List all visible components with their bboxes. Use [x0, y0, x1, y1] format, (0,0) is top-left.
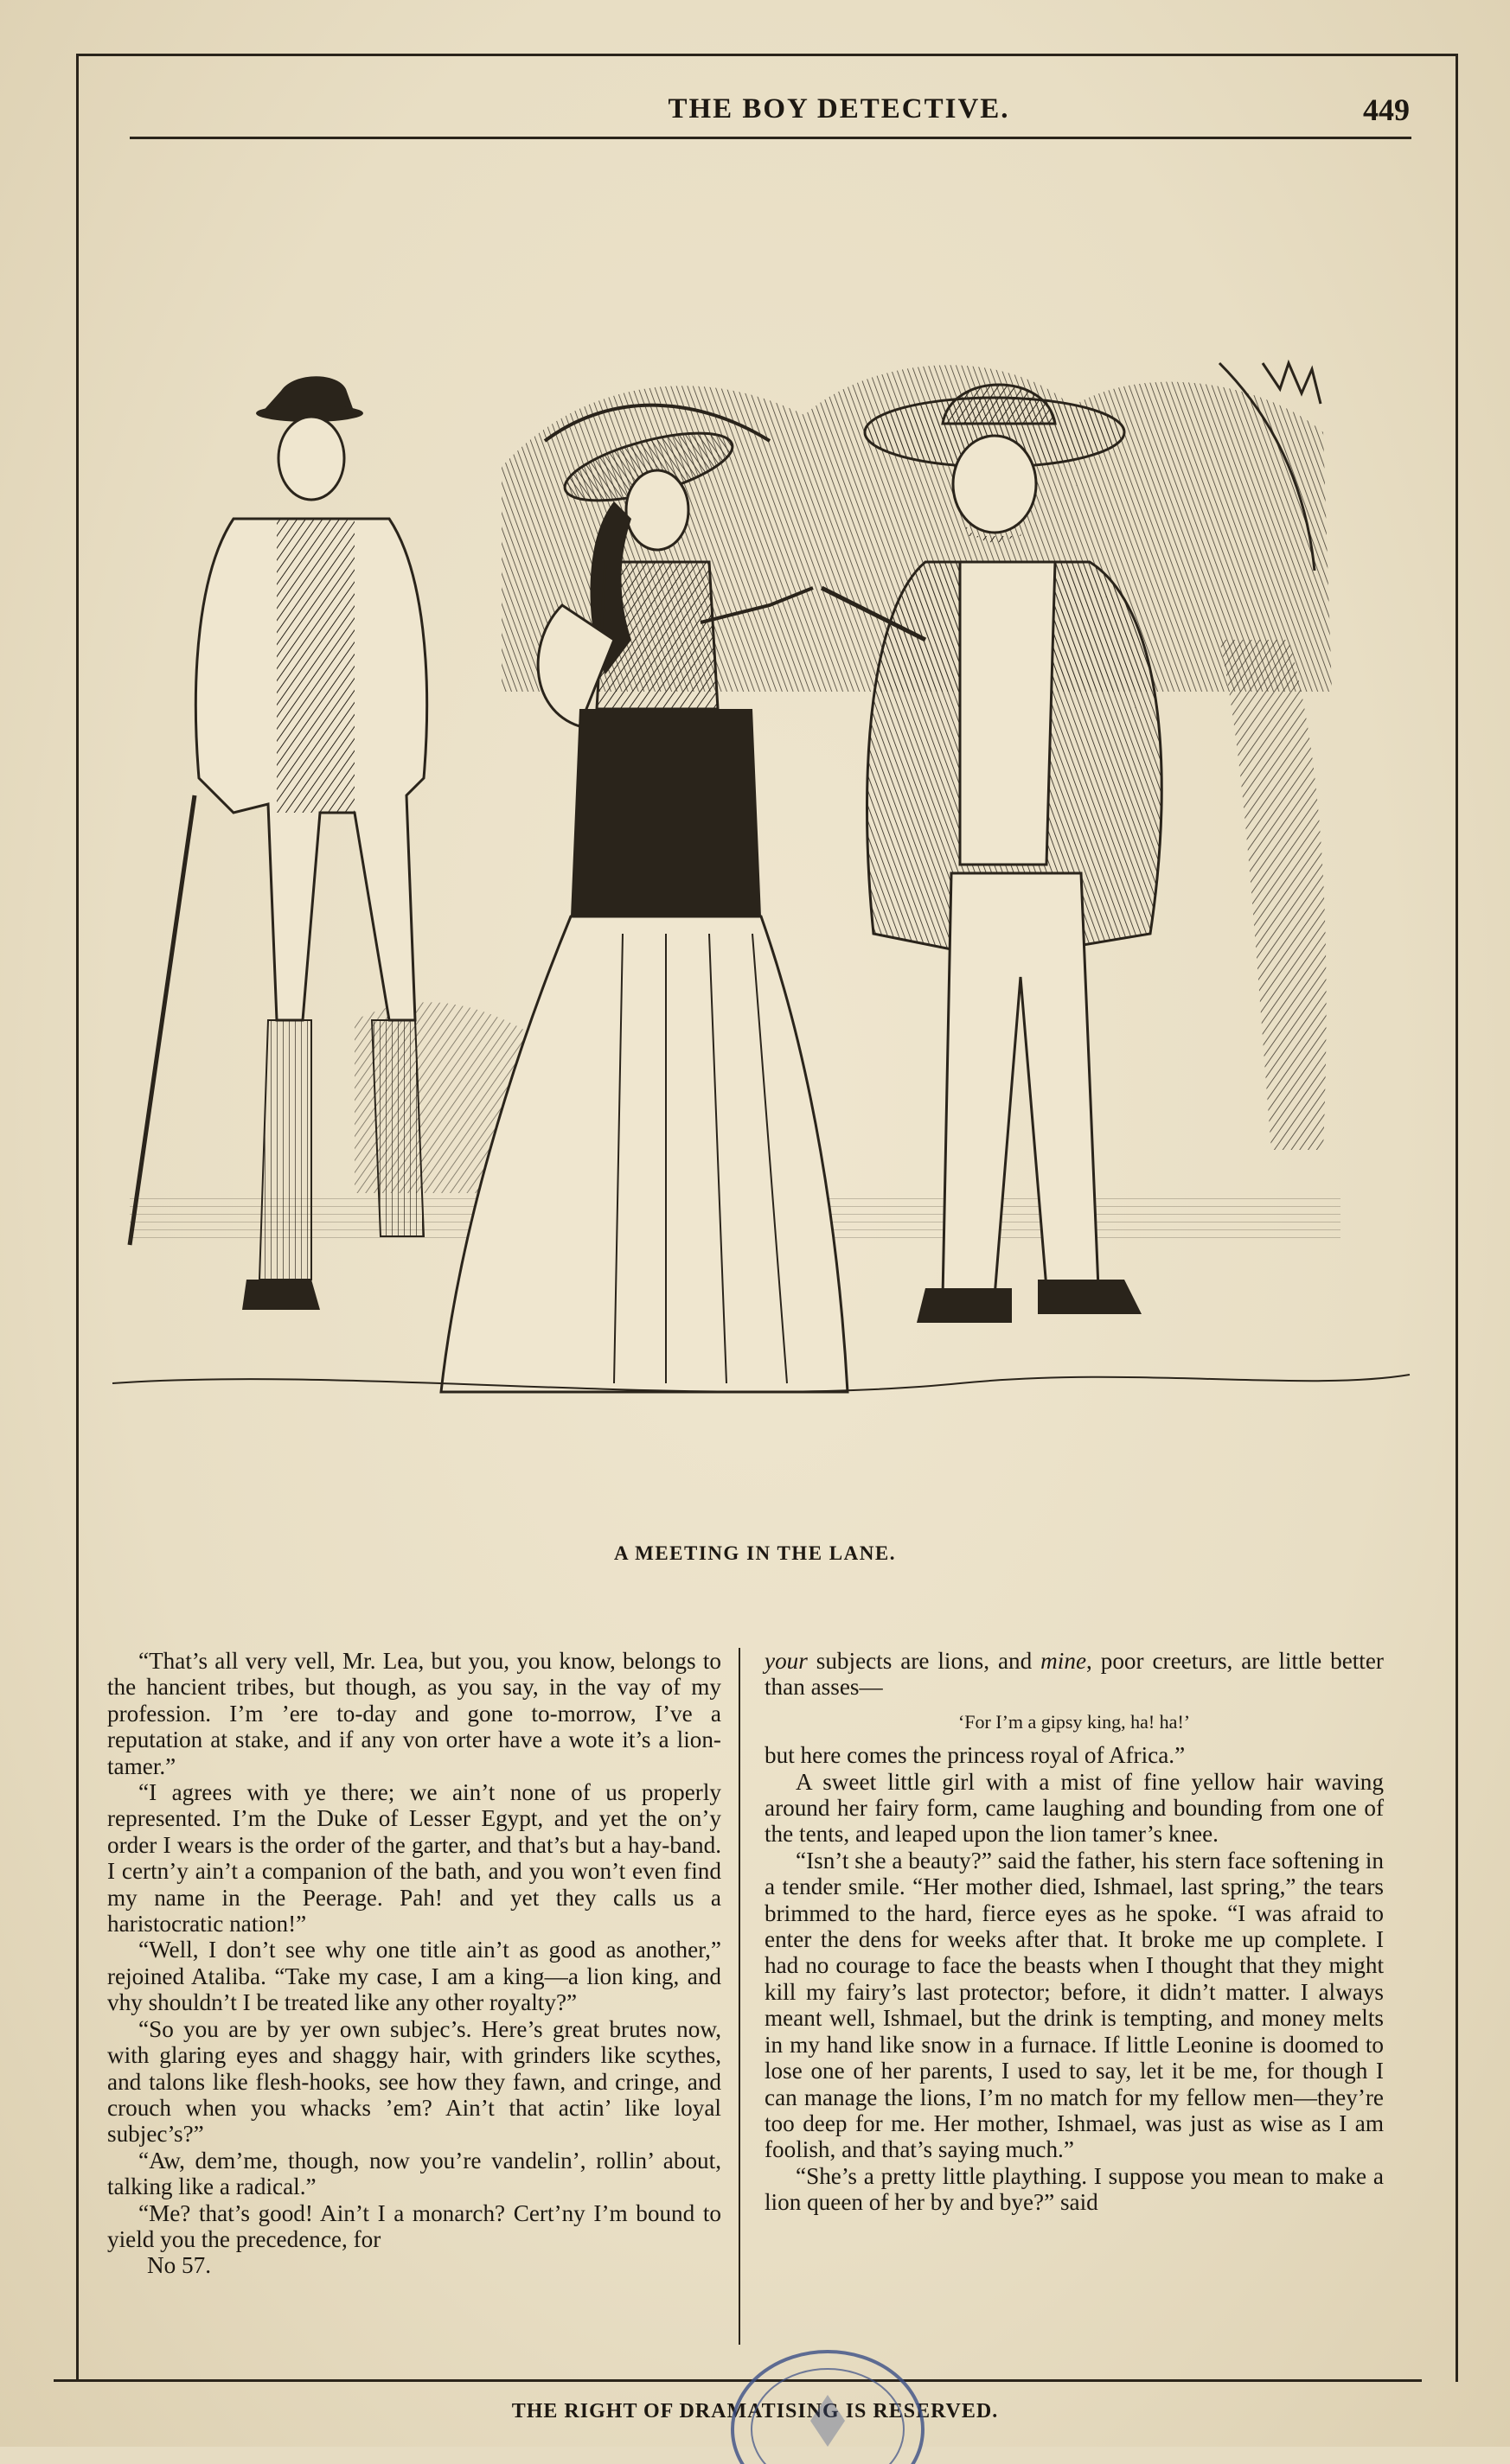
paragraph: “Isn’t she a beauty?” said the father, his stern face softening in a tender smile. “Her mother died, Ishmael, last spring,” the tears brimmed to the hard, fierce eyes as he spoke. “I was afraid to enter the dens for weeks after that. It broke me up complete. I had no courage to face the beasts when I thought that they might kill my fairy’s last protector; before, it didn’t matter. I always meant well, Ishmael, but the drink is tempting, and money melts in my hand like snow in a furnace. If little Leonine is doomed to lose one of her parents, I used to say, let it be me, for though I can manage the lions, I’m no match for my fellow men—they’re too deep for me. Her mother, Ishmael, was just as wise as I am foolish, and that’s saying much.” [765, 1847, 1384, 2163]
engraving-illustration [95, 156, 1418, 1478]
paragraph: “Well, I don’t see why one title ain’t as good as another,” rejoined Ataliba. “Take my case, I am a king—a lion king, and vhy shouldn’t I be treated like any other royalty?” [107, 1937, 721, 2016]
text-span: , poor creeturs, are little better than asses— [765, 1648, 1384, 1701]
issue-number: No 57. [147, 2252, 212, 2279]
running-title: THE BOY DETECTIVE. [668, 93, 1010, 124]
rights-notice: THE RIGHT OF DRAMATISING IS RESERVED. [511, 2400, 999, 2423]
header-rule [130, 137, 1411, 139]
left-text-column [107, 1648, 721, 2279]
page-header [130, 93, 1410, 137]
figure-caption: A MEETING IN THE LANE. [614, 1542, 896, 1564]
right-text-column [765, 1648, 1384, 2216]
italic-word: your [765, 1648, 808, 1674]
italic-word: mine [1040, 1648, 1087, 1674]
paragraph-continued [765, 1648, 1384, 1701]
library-stamp [714, 2334, 941, 2464]
paragraph: A sweet little girl with a mist of fine yellow hair waving around her fairy form, came laughing and bounding from one of the tents, and leaped upon the lion tamer’s knee. [765, 1768, 1384, 1848]
column-divider [739, 1648, 740, 2345]
paragraph: “I agrees with ye there; we ain’t none of us properly represented. I’m the Duke of Lesser Egypt, and yet the on’y order I wears is the order of the garter, and that’s but a hay-band. I certn’y ain’t a companion of the bath, and you won’t even find my name in the Peerage. Pah! and yet they calls us a haristocratic nation!” [107, 1779, 721, 1937]
paragraph: but here comes the princess royal of Africa.” [765, 1742, 1186, 1769]
paragraph: “So you are by yer own subjec’s. Here’s great brutes now, with glaring eyes and shaggy hair, with grinders like scythes, and talons like flesh-hooks, see how they fawn, and cringe, and crouch when you whacks ’em? Ain’t that actin’ like loyal subjec’s?” [107, 2015, 721, 2148]
paragraph: “She’s a pretty little plaything. I suppose you mean to make a lion queen of her by and bye?” said [765, 2162, 1384, 2216]
paragraph: “Aw, dem’me, though, now you’re vandelin’, rollin’ about, talking like a radical.” [107, 2147, 721, 2200]
gentleman-figure [130, 376, 427, 1310]
page-number: 449 [1363, 93, 1410, 127]
paragraph: “That’s all very vell, Mr. Lea, but you, you know, belongs to the hancient tribes, but though, as you say, in the vay of my profession. I’m ’ere to-day and gone to-morrow, I’ve a reputation at stake, and if any von orter have a wote it’s a lion-tamer.” [107, 1648, 721, 1779]
paragraph: “Me? that’s good! Ain’t I a monarch? Cert’ny I’m bound to yield you the precedence, for [107, 2199, 721, 2252]
verse-quote: ‘For I’m a gipsy king, ha! ha!’ [957, 1710, 1191, 1733]
text-span: subjects are lions, and [807, 1648, 1041, 1674]
